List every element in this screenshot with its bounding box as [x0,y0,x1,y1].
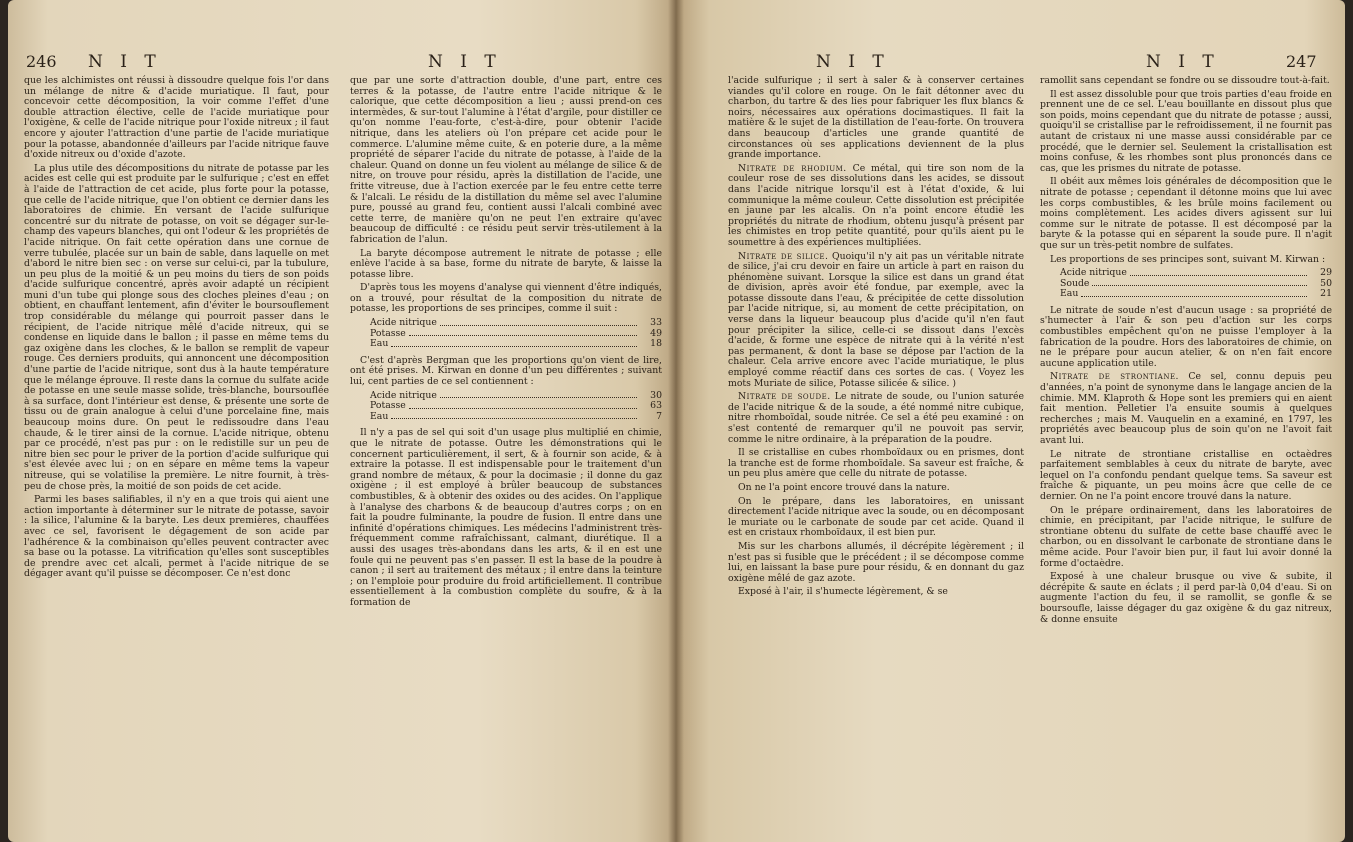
entry-strontiane: Nitrate de strontiane. Ce sel, connu depuis peu d'années, n'a point de synonyme dans le langage ancien de la chimie. MM. Klaproth & Hope sont les premiers qui en aient fait mention. Pelletier l'a ensuite soumis à quelques recherches ; mais M. Vauquelin en a examiné, en 1797, les propriétés avec beaucoup plus de soin qu'on ne l'avoit fait avant lui. [1040,371,1332,446]
paragraph: D'après tous les moyens d'analyse qui viennent d'être indiqués, on a trouvé, pour résultat de la composition du nitrate de potasse, les proportions de ses principes, comme il suit : [350,282,662,315]
paragraph: Il se cristallise en cubes rhomboïdaux ou en prismes, dont la tranche est de forme rhomboïdale. Sa saveur est fraîche, & un peu plus amère que celle du nitrate de potasse. [728,447,1024,480]
paragraph: Le nitrate de strontiane cristallise en octaèdres parfaitement semblables à ceux du nitrate de baryte, avec lequel on l'a confondu pendant quelque tems. Sa saveur est fraîche & piquante, un peu moins âcre que celle de ce dernier. On ne l'a point encore trouvé dans la nature. [1040,448,1332,502]
paragraph: l'acide sulfurique ; il sert à saler & à conserver certaines viandes qu'il colore en rouge. On le fait détonner avec du charbon, du tartre & des lies pour fabriquer les flux blancs & noirs, nécessaires aux opérations docimastiques. Il fait la matière & le sujet de la distillation de l'eau-forte. On trouvera dans beaucoup d'articles une grande quantité de circonstances où ses applications deviennent de la plus grande importance. [728,75,1024,161]
entry-rhodium: Nitrate de rhodium. Ce métal, qui tire son nom de la couleur rose de ses dissolutions dans les acides, se dissout dans l'acide nitrique lorsqu'il est à l'état d'oxide, & lui communique la même couleur. Cette dissolution est précipitée en jaune par les alcalis. On n'a point encore étudié les propriétés du nitrate de rhodium, obtenu jusqu'à présent par les chimistes en trop petite quantité, pour qu'ils aient pu le soumettre à des expériences multipliées. [728,162,1024,248]
paragraph: que par une sorte d'attraction double, d'une part, entre ces terres & la potasse, de l'autre entre l'acide nitrique & le calorique, que cette décomposition a lieu ; aussi prend-on ces intermèdes, & sur-tout l'alumine à l'état d'argile, pour distiller ce qu'on nomme l'eau-forte, c'est-à-dire, pour obtenir l'acide nitrique, dans les ateliers où l'on prépare cet acide pour le commerce. L'alumine même cuite, & en poterie dure, a la même propriété de séparer l'acide du nitrate de potasse, à l'aide de la chaleur. Quand on donne un feu violent au mélange de silice & de nitre, on trouve pour résidu, après la distillation de l'acide, une fritte vitreuse, due à l'action exercée par le feu entre cette terre & l'alcali. Le résidu de la distillation du même sel avec l'alumine pure, poussé au grand feu, contient aussi l'alcali combiné avec cette terre, de manière qu'on ne peut l'en extraire qu'avec beaucoup de difficulté : ce résidu peut servir très-utilement à la fabrication de l'alun. [350,75,662,245]
paragraph: Les proportions de ses principes sont, suivant M. Kirwan : [1050,253,1326,265]
column-4 [1040,76,1332,628]
right-page-number: 247 [1286,52,1317,71]
table-row: Potasse 63 [370,400,662,412]
paragraph: La plus utile des décompositions du nitrate de potasse par les acides est celle qui est produite par le sulfurique ; c'est en effet à l'aide de l'attraction de cet acide, plus forte pour la potasse, que celle de l'acide nitrique, que l'on obtient ce dernier dans les laboratoires de chimie. En versant de l'acide sulfurique concentré sur du nitrate de potasse, on voit se dégager sur-le-champ des vapeurs blanches, qui ont l'odeur & les propriétés de l'acide nitrique. On fait cette opération dans une cornue de verre tubulée, placée sur un bain de sable, dans laquelle on met d'abord le nitre bien sec : on verse sur celui-ci, par la tubulure, un peu plus de la moitié & un peu moins du tiers de son poids d'acide sulfurique concentré, après avoir adapté un récipient muni d'un tube qui plonge sous des cloches pleines d'eau ; on obtient, en chauffant lentement, afin d'éviter le boursouflement trop considérable du mélange qui pourroit passer dans le récipient, de l'acide nitrique mêlé d'acide nitreux, qui se condense en liquide dans le ballon ; il passe en même tems du gaz oxigène dans les cloches, & le ballon se remplit de vapeur rouge. Ces derniers produits, qui annoncent une décomposition d'une partie de l'acide nitrique, sont dus à la haute température que le mélange éprouve. Il reste dans la cornue du sulfate acide de potasse en une seule masse solide, très-blanche, boursouflée à sa surface, dont l'intérieur est dense, & présente une sorte de tissu ou de grain analogue à celui d'une porcelaine fine, mais beaucoup moins dure. On peut le redissoudre dans l'eau chaude, & le tirer ainsi de la cornue. L'acide nitrique, obtenu par ce procédé, n'est pas pur : on le redistille sur un peu de nitre bien sec pour le priver de la portion d'acide sulfurique qui s'est élevée avec lui ; on en sépare en même tems la vapeur nitreuse, qui se volatilise la première. Le nitre fournit, à très-peu de chose près, la moitié de son poids de cet acide. [24,162,329,492]
right-page [676,0,1345,842]
entry-title: Nitrate de strontiane. [1050,371,1180,383]
paragraph: Parmi les bases salifiables, il n'y en a que trois qui aient une action importante à déterminer sur le nitrate de potasse, savoir : la silice, l'alumine & la baryte. Les deux premières, chauffées avec ce sel, favorisent le dégagement de son acide par l'adhérence & la combinaison qu'elles peuvent contracter avec sa base ou la potasse. La vitrification qu'elles sont susceptibles de prendre avec cet alcali, permet à l'acide nitrique de se dégager avant qu'il puisse se décomposer. Ce n'est donc [24,494,329,580]
left-header-word-1: N I T [88,52,162,72]
table-row: Eau 21 [1060,288,1332,300]
paragraph: Il est assez dissoluble pour que trois parties d'eau froide en prennent une de ce sel. L'eau bouillante en dissout plus que son poids, moins cependant que du nitrate de potasse ; aussi, quoiqu'il se cristallise par le refroidissement, il ne fournit pas autant de cristaux ni une masse aussi considérable par ce procédé, que le dernier sel. Seulement la cristallisation est moins confuse, & les rhombes sont plus prononcés dans ce cas, que les prismes du nitrate de potasse. [1040,88,1332,174]
paragraph: Le nitrate de soude n'est d'aucun usage : sa propriété de s'humecter à l'air & son peu d'action sur les corps combustibles empêchent qu'on ne puisse l'employer à la fabrication de la poudre. Hors des laboratoires de chimie, on ne le prépare pour aucun atelier, & on n'en fait encore aucune application utile. [1040,304,1332,369]
column-1 [24,76,329,583]
paragraph: Il n'y a pas de sel qui soit d'un usage plus multiplié en chimie, que le nitrate de potasse. Outre les démonstrations qui le concernent particulièrement, il sert, & à fournir son acide, & à extraire la potasse. Il est indispensable pour le traitement d'un grand nombre de métaux, & pour la docimasie ; il donne du gaz oxigène ; il est employé à brûler beaucoup de substances combustibles, & à obtenir des oxides ou des acides. On l'applique à l'analyse des charbons & de beaucoup d'autres corps ; on en fait la poudre fulminante, la poudre de fusion. Il entre dans une infinité d'opérations chimiques. Les médecins l'administrent très-fréquemment comme rafraîchissant, calmant, diurétique. Il a aussi des usages très-abondans dans les arts, & il en est une foule qui ne peuvent pas s'en passer. Il est la base de la poudre à canon ; il sert au traitement des métaux ; il entre dans la teinture ; on l'emploie pour produire du froid artificiellement. Il contribue essentiellement à la combustion complète du soufre, & à la formation de [350,427,662,608]
paragraph: C'est d'après Bergman que les proportions qu'on vient de lire, ont été prises. M. Kirwan en donne d'un peu différentes ; suivant lui, cent parties de ce sel contiennent : [350,354,662,388]
entry-title: Nitrate de soude. [738,391,831,403]
table-row: Acide nitrique 33 [370,317,662,329]
entry-title: Nitrate de silice. [738,250,829,262]
column-2 [350,76,662,612]
composition-table-bergman [350,318,662,350]
paragraph: que les alchimistes ont réussi à dissoudre quelque fois l'or dans un mélange de nitre & d'acide muriatique. Il faut, pour concevoir cette décomposition, la voir comme l'effet d'une double attraction élective, celle de l'acide muriatique pour l'oxigène, & celle de l'acide nitrique pour l'oxide nitreux ; il faut encore y ajouter l'attraction d'une partie de l'acide muriatique pour la potasse, abandonnée d'ailleurs par l'acide nitrique fauve d'oxide nitreux ou d'oxide d'azote. [24,75,329,161]
entry-silice: Nitrate de silice. Quoiqu'il n'y ait pas un véritable nitrate de silice, j'ai cru devoir en faire un article à part en raison du phénomène suivant. Lorsque la silice est dans un grand état de division, après avoir été fondue, par exemple, avec la potasse dissoute dans l'eau, & précipitée de cette dissolution par l'acide nitrique, si, au moment de cette précipitation, on verse dans la liqueur beaucoup plus d'acide qu'il n'en faut pour précipiter la silice, celle-ci se dissout dans l'excès d'acide, & forme une espèce de nitrate qui à la vérité n'est pas permanent, & dont la base se dépose par l'action de la chaleur. Cela arrive encore avec l'acide muriatique, le plus employé comme réactif dans ces sortes de cas. ( Voyez les mots Muriate de silice, Potasse silicée & silice. ) [728,250,1024,389]
table-row: Eau 7 [370,410,662,422]
paragraph: ramollit sans cependant se fondre ou se dissoudre tout-à-fait. [1040,75,1330,86]
right-header-word-1: N I T [816,52,890,72]
right-header-word-2: N I T [1146,52,1220,72]
table-row: Acide nitrique 30 [370,389,662,401]
paragraph: Exposé à l'air, il s'humecte légèrement, & se [738,586,948,598]
table-row: Eau 18 [370,338,662,350]
paragraph: On ne l'a point encore trouvé dans la nature. [738,481,950,493]
left-page-number: 246 [26,52,57,71]
left-header-word-2: N I T [428,52,502,72]
table-row: Potasse 49 [370,327,662,339]
table-row: Soude 50 [1060,277,1332,289]
paragraph: Il obéit aux mêmes lois générales de décomposition que le nitrate de potasse ; cependant il détonne moins que lui avec les corps combustibles, & les brûle moins facilement ou moins complètement. Les acides divers agissent sur lui comme sur le nitrate de potasse. Il est décomposé par la baryte & la potasse qui en séparent la soude pure. Il n'agit que sur un très-petit nombre de sulfates. [1040,176,1332,251]
column-3 [728,76,1024,601]
composition-table-soude [1040,268,1332,300]
book-gutter [668,0,684,842]
composition-table-kirwan [350,391,662,423]
left-page [8,0,676,842]
paragraph: On le prépare ordinairement, dans les laboratoires de chimie, en précipitant, par l'acide nitrique, le sulfure de strontiane obtenu du sulfate de cette base chauffé avec le charbon, ou en dissolvant le carbonate de strontiane dans le même acide. Pour l'avoir bien pur, il faut lui avoir donné la forme d'octaèdre. [1040,504,1332,569]
entry-title: Nitrate de rhodium. [738,162,847,174]
paragraph: Exposé à une chaleur brusque ou vive & subite, il décrépite & saute en éclats ; il perd par-là 0,04 d'eau. Si on augmente l'action du feu, il se ramollit, se gonfle & se boursoufle, laisse dégager du gaz oxigène & du gaz nitreux, & donne ensuite [1040,571,1332,625]
paragraph: On le prépare, dans les laboratoires, en unissant directement l'acide nitrique avec la soude, ou en décomposant le muriate ou le carbonate de soude par cet acide. Quand il est en cristaux rhomboïdaux, il est bien pur. [728,495,1024,539]
paragraph: Mis sur les charbons allumés, il décrépite légèrement ; il n'est pas si fusible que le précédent ; il se décompose comme lui, en laissant la base pure pour résidu, & en donnant du gaz oxigène mêlé de gaz azote. [728,540,1024,584]
paragraph: La baryte décompose autrement le nitrate de potasse ; elle enlève l'acide à sa base, forme du nitrate de baryte, & laisse la potasse libre. [350,247,662,280]
table-row: Acide nitrique 29 [1060,267,1332,279]
entry-soude: Nitrate de soude. Le nitrate de soude, ou l'union saturée de l'acide nitrique & de la soude, a été nommé nitre cubique, nitre rhomboïdal, soude nitrée. Ce sel a été peu examiné : on s'est contenté de remarquer qu'il ne pouvoit pas servir, comme le nitre ordinaire, à la préparation de la poudre. [728,391,1024,445]
